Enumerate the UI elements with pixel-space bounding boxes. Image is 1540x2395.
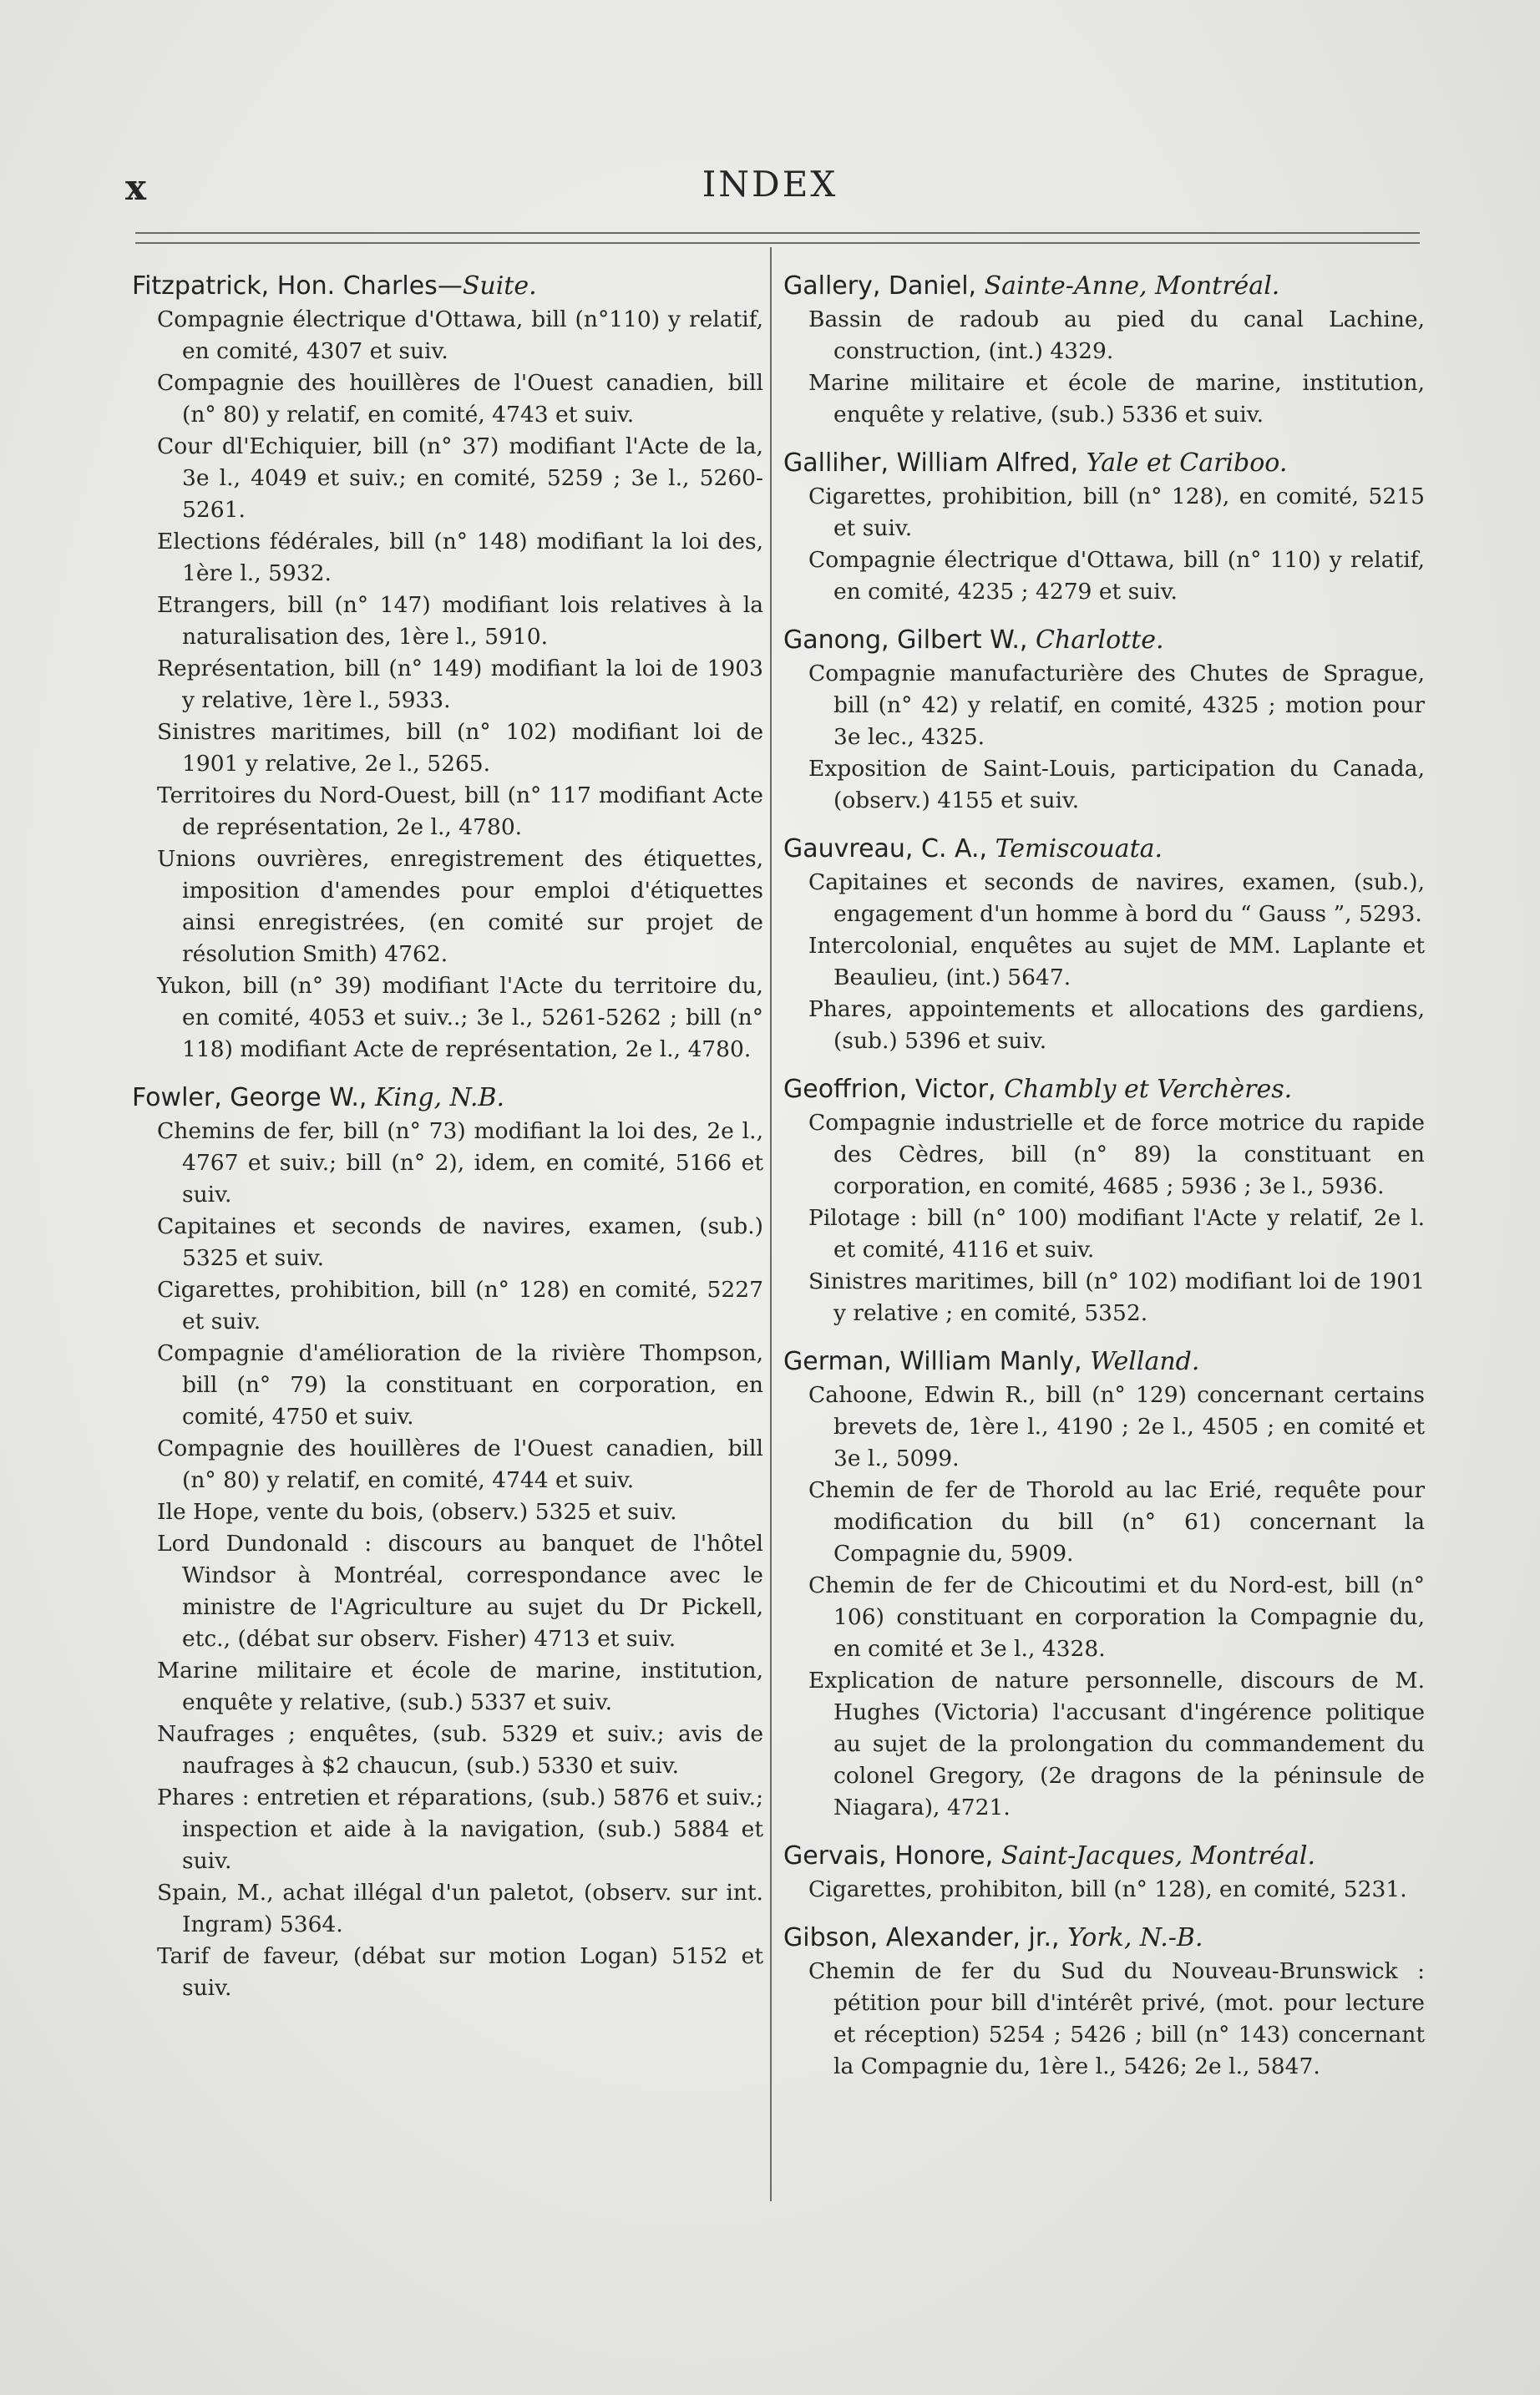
- column-divider: [770, 247, 772, 2201]
- index-entry: [783, 1839, 1425, 1906]
- index-subentry: Marine militaire et école de marine, institution, enquête y relative, (sub.) 5336 et suiv.: [808, 370, 1425, 428]
- left-column: [132, 269, 763, 2019]
- index-subentry: Sinistres maritimes, bill (n° 102) modifiant loi de 1901 y relative ; en comité, 5352.: [808, 1268, 1425, 1326]
- header-rule-top: [135, 232, 1420, 234]
- index-subentry: Capitaines et seconds de navires, examen, (sub.), engagement d'un homme à bord du “ Gauss ”, 5293.: [808, 869, 1425, 927]
- member-name: Gauvreau, C. A.,: [783, 834, 995, 863]
- member-name: Fowler, George W.,: [132, 1083, 376, 1112]
- index-entry: [783, 623, 1425, 817]
- index-subentry: Tarif de faveur, (débat sur motion Logan) 5152 et suiv.: [157, 1943, 763, 2001]
- index-subentry: Compagnie électrique d'Ottawa, bill (n°110) y relatif, en comité, 4307 et suiv.: [157, 306, 763, 364]
- member-riding: York, N.-B.: [1067, 1923, 1203, 1952]
- page-number: x: [125, 167, 147, 208]
- index-subentry: Chemin de fer de Chicoutimi et du Nord-est, bill (n° 106) constituant en corporation la Compagnie du, en comité et 3e l., 4328.: [808, 1572, 1425, 1662]
- member-riding: Saint-Jacques, Montréal.: [1000, 1841, 1315, 1871]
- index-subentry: Compagnie industrielle et de force motrice du rapide des Cèdres, bill (n° 89) la constituant en corporation, en comité, 4685 ; 5936 ; 3e l., 5936.: [808, 1110, 1425, 1199]
- entry-heading: [783, 269, 1425, 304]
- entry-heading: [783, 832, 1425, 867]
- entry-heading: [783, 1344, 1425, 1380]
- index-subentry: Sinistres maritimes, bill (n° 102) modifiant loi de 1901 y relative, 2e l., 5265.: [157, 719, 763, 777]
- index-subentry: Naufrages ; enquêtes, (sub. 5329 et suiv.; avis de naufrages à $2 chaucun, (sub.) 5330 et suiv.: [157, 1721, 763, 1779]
- entry-heading: [783, 1921, 1425, 1956]
- index-subentry: Compagnie des houillères de l'Ouest canadien, bill (n° 80) y relatif, en comité, 4743 et suiv.: [157, 370, 763, 428]
- member-riding: King, N.B.: [375, 1083, 505, 1112]
- header-rule-bottom: [135, 242, 1420, 244]
- entry-heading: [783, 623, 1425, 658]
- index-subentry: Marine militaire et école de marine, institution, enquête y relative, (sub.) 5337 et suiv.: [157, 1658, 763, 1715]
- right-column: [783, 269, 1425, 2098]
- index-subentry: Chemin de fer du Sud du Nouveau-Brunswick : pétition pour bill d'intérêt privé, (mot. pour lecture et réception) 5254 ; 5426 ; bill (n° 143) concernant la Compagnie du, 1ère l., 5426; 2e l., 5847.: [808, 1958, 1425, 2079]
- member-riding: Temiscouata.: [995, 834, 1163, 863]
- page-title: INDEX: [702, 164, 838, 205]
- member-riding: Sainte-Anne, Montréal.: [984, 271, 1280, 301]
- index-subentry: Spain, M., achat illégal d'un paletot, (observ. sur int. Ingram) 5364.: [157, 1880, 763, 1937]
- index-subentry: Compagnie manufacturière des Chutes de Sprague, bill (n° 42) y relatif, en comité, 4325 ; motion pour 3e lec., 4325.: [808, 661, 1425, 750]
- index-subentry: Yukon, bill (n° 39) modifiant l'Acte du territoire du, en comité, 4053 et suiv..; 3e l., 5261-5262 ; bill (n° 118) modifiant Acte de représentation, 2e l., 4780.: [157, 973, 763, 1062]
- member-name: German, William Manly,: [783, 1347, 1091, 1376]
- index-entry: [783, 446, 1425, 608]
- index-subentry: Phares, appointements et allocations des gardiens, (sub.) 5396 et suiv.: [808, 996, 1425, 1054]
- index-subentry: Cour dl'Echiquier, bill (n° 37) modifiant l'Acte de la, 3e l., 4049 et suiv.; en comité, 5259 ; 3e l., 5260-5261.: [157, 433, 763, 523]
- entry-heading: [783, 1839, 1425, 1874]
- index-subentry: Cigarettes, prohibition, bill (n° 128) en comité, 5227 et suiv.: [157, 1277, 763, 1334]
- index-entry: [783, 1072, 1425, 1329]
- index-subentry: Capitaines et seconds de navires, examen, (sub.) 5325 et suiv.: [157, 1213, 763, 1271]
- index-entry: [783, 269, 1425, 431]
- entry-heading: [783, 446, 1425, 481]
- index-subentry: Exposition de Saint-Louis, participation du Canada, (observ.) 4155 et suiv.: [808, 756, 1425, 813]
- index-subentry: Cigarettes, prohibiton, bill (n° 128), en comité, 5231.: [808, 1876, 1407, 1902]
- index-subentry: Lord Dundonald : discours au banquet de l'hôtel Windsor à Montréal, correspondance avec le ministre de l'Agriculture au sujet du Dr Pickell, etc., (débat sur observ. Fisher) 4713 et suiv.: [157, 1531, 763, 1652]
- member-name: Fitzpatrick, Hon. Charles—: [132, 271, 463, 301]
- member-riding: Welland.: [1090, 1347, 1200, 1376]
- index-subentry: Unions ouvrières, enregistrement des étiquettes, imposition d'amendes pour emploi d'étiquettes ainsi enregistrées, (en comité sur projet de résolution Smith) 4762.: [157, 846, 763, 967]
- index-subentry: Représentation, bill (n° 149) modifiant la loi de 1903 y relative, 1ère l., 5933.: [157, 656, 763, 713]
- index-entry: [132, 269, 763, 1066]
- index-subentry: Phares : entretien et réparations, (sub.) 5876 et suiv.; inspection et aide à la navigation, (sub.) 5884 et suiv.: [157, 1785, 763, 1874]
- index-subentry: Explication de nature personnelle, discours de M. Hughes (Victoria) l'accusant d'ingérence politique au sujet de la prolongation du commandement du colonel Gregory, (2e dragons de la péninsule de Niagara), 4721.: [808, 1668, 1425, 1820]
- index-subentry: Elections fédérales, bill (n° 148) modifiant la loi des, 1ère l., 5932.: [157, 529, 763, 586]
- index-subentry: Compagnie électrique d'Ottawa, bill (n° 110) y relatif, en comité, 4235 ; 4279 et suiv.: [808, 547, 1425, 605]
- index-subentry: Compagnie d'amélioration de la rivière Thompson, bill (n° 79) la constituant en corporation, en comité, 4750 et suiv.: [157, 1340, 763, 1430]
- entry-heading: [783, 1072, 1425, 1107]
- index-subentry: Cigarettes, prohibition, bill (n° 128), en comité, 5215 et suiv.: [808, 484, 1425, 541]
- index-entry: [132, 1081, 763, 2004]
- index-subentry: Chemin de fer de Thorold au lac Erié, requête pour modification du bill (n° 61) concernant la Compagnie du, 5909.: [808, 1477, 1425, 1567]
- index-subentry: Chemins de fer, bill (n° 73) modifiant la loi des, 2e l., 4767 et suiv.; bill (n° 2), idem, en comité, 5166 et suiv.: [157, 1118, 763, 1208]
- entry-heading: [132, 269, 763, 304]
- entry-heading: [132, 1081, 763, 1116]
- index-subentry: Compagnie des houillères de l'Ouest canadien, bill (n° 80) y relatif, en comité, 4744 et suiv.: [157, 1435, 763, 1493]
- member-name: Gallery, Daniel,: [783, 271, 985, 301]
- member-name: Geoffrion, Victor,: [783, 1075, 1005, 1104]
- member-name: Ganong, Gilbert W.,: [783, 625, 1036, 655]
- index-subentry: Bassin de radoub au pied du canal Lachine, construction, (int.) 4329.: [808, 306, 1425, 364]
- index-subentry: Intercolonial, enquêtes au sujet de MM. Laplante et Beaulieu, (int.) 5647.: [808, 933, 1425, 990]
- index-entry: [783, 1344, 1425, 1824]
- index-subentry: Ile Hope, vente du bois, (observ.) 5325 et suiv.: [157, 1499, 677, 1525]
- index-subentry: Etrangers, bill (n° 147) modifiant lois relatives à la naturalisation des, 1ère l., 5910.: [157, 592, 763, 650]
- index-subentry: Territoires du Nord-Ouest, bill (n° 117 modifiant Acte de représentation, 2e l., 4780.: [157, 782, 763, 840]
- index-entry: [783, 832, 1425, 1057]
- member-name: Gervais, Honore,: [783, 1841, 1001, 1871]
- member-riding: Suite.: [462, 271, 537, 301]
- index-subentry: Cahoone, Edwin R., bill (n° 129) concernant certains brevets de, 1ère l., 4190 ; 2e l., 4505 ; en comité et 3e l., 5099.: [808, 1382, 1425, 1471]
- member-name: Gibson, Alexander, jr.,: [783, 1923, 1068, 1952]
- member-riding: Chambly et Verchères.: [1004, 1075, 1293, 1104]
- member-riding: Charlotte.: [1036, 625, 1164, 655]
- member-riding: Yale et Cariboo.: [1086, 448, 1288, 478]
- index-entry: [783, 1921, 1425, 2083]
- index-subentry: Pilotage : bill (n° 100) modifiant l'Acte y relatif, 2e l. et comité, 4116 et suiv.: [808, 1205, 1425, 1263]
- member-name: Galliher, William Alfred,: [783, 448, 1087, 478]
